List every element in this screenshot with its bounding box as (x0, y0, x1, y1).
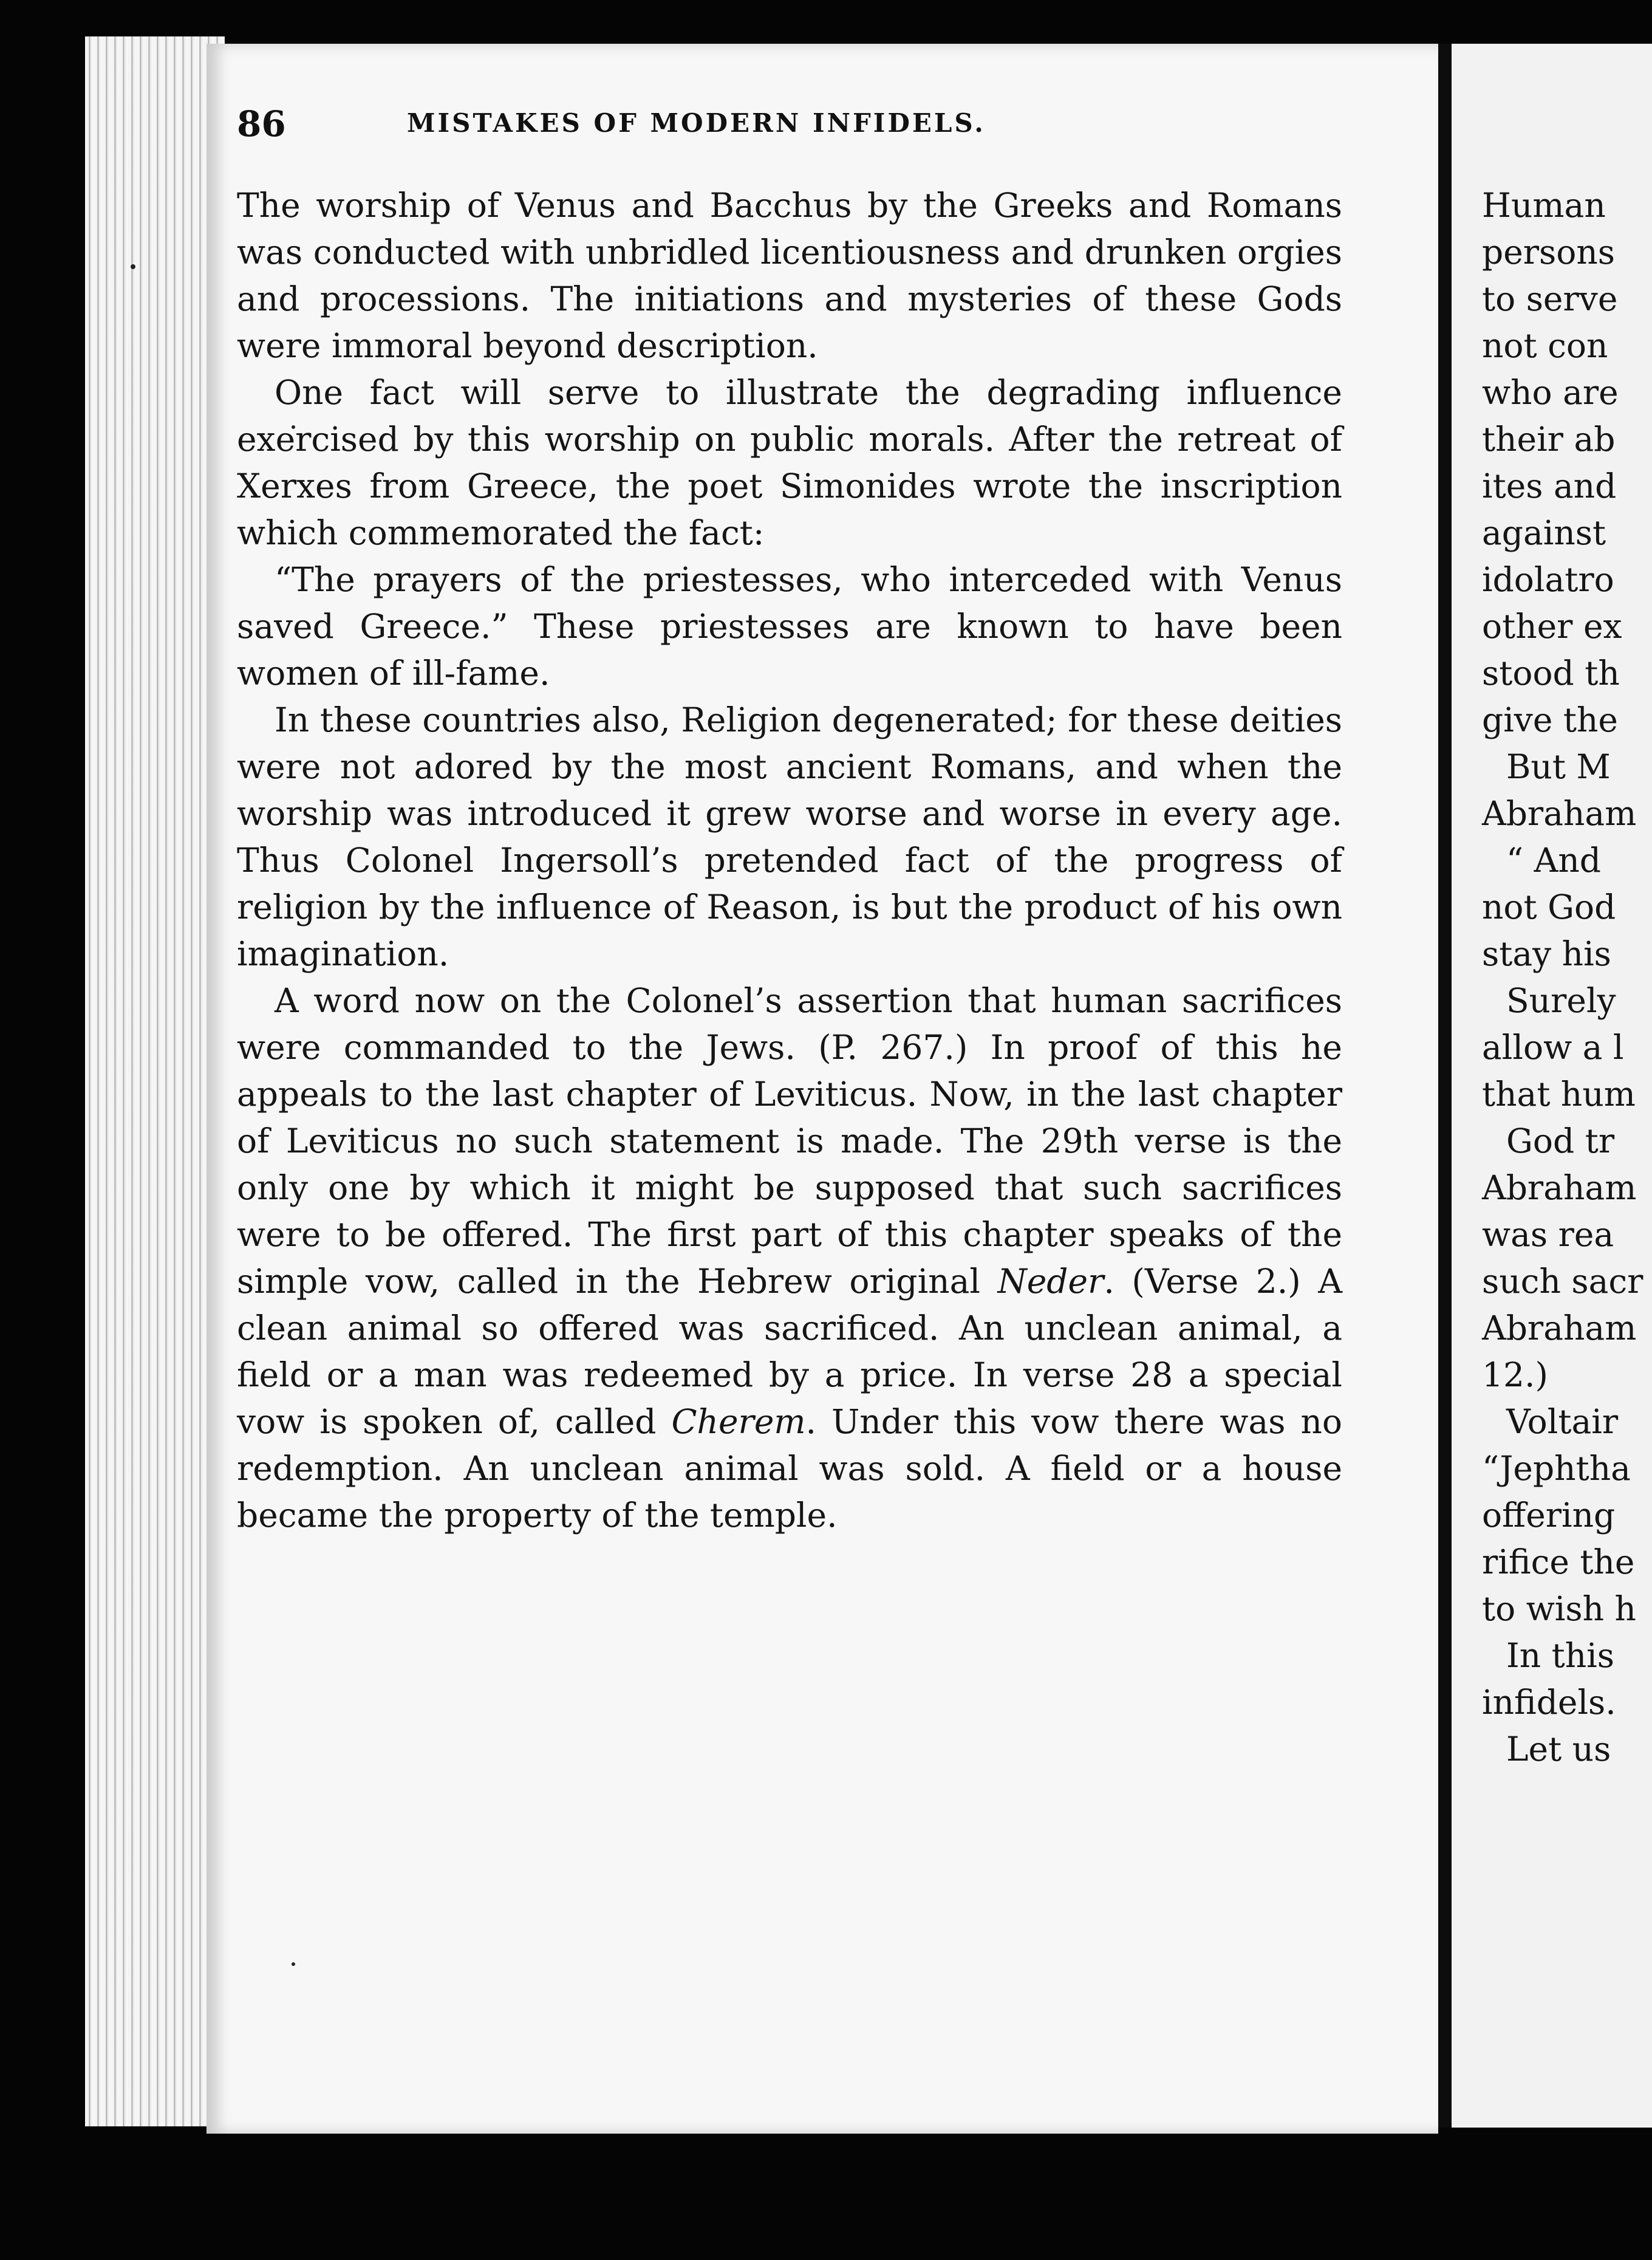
running-title: MISTAKES OF MODERN INFIDELS. (407, 108, 986, 138)
book-gutter (1438, 44, 1452, 2128)
ink-speck (131, 264, 135, 269)
paragraph-4: In these countries also, Religion degenerated; for these deities were not adored by the most ancient Romans, and when the worship was introduced it grew worse and worse in every age. Thus Colonel Ingersoll’s pretended fact of the progress of religion by the influence of Reason, is but the product of his own imagination. (237, 700, 1342, 973)
right-line: God tr (1506, 1121, 1615, 1160)
right-line: who are (1482, 373, 1619, 412)
paragraph-2: One fact will serve to illustrate the degrading influence exercised by this worship on public morals. After the retreat of Xerxes from Greece, the poet Simonides wrote the inscription which commemorated the fact: (237, 373, 1342, 552)
right-line: But M (1506, 747, 1611, 786)
right-line: infidels. (1482, 1683, 1616, 1722)
main-text-column (237, 182, 1342, 1539)
right-line: Abraham (1482, 1168, 1637, 1207)
book-page-edges (85, 36, 225, 2126)
paragraph-5-text-c: . Under this vow there was no redemption. An unclean animal was sold. A field or a house became the property of the temple. (237, 1402, 1342, 1535)
ink-speck (292, 1962, 295, 1966)
right-line: ites and (1482, 467, 1617, 505)
right-line: Human (1482, 186, 1606, 225)
right-line: stood th (1482, 654, 1620, 693)
right-line: Voltair (1506, 1402, 1619, 1441)
right-line: not God (1482, 888, 1616, 926)
paragraph-5 (237, 978, 1342, 1539)
paragraph-5-text-a: A word now on the Colonel’s assertion that human sacrifices were commanded to the Jews. (P. 267.) In proof of this he appeals to the last chapter of Leviticus. Now, in the last chapter of Leviticus no such statement is made. The 29th verse is the only one by which it might be supposed that such sacrifices were to be offered. The first part of this chapter speaks of the simple vow, called in the Hebrew original (237, 981, 1342, 1301)
right-line: that hum (1482, 1075, 1636, 1114)
right-page-text (1482, 182, 1652, 1773)
right-line: “ And (1506, 841, 1601, 880)
right-line: rifice the (1482, 1543, 1635, 1581)
right-line: other ex (1482, 607, 1622, 646)
right-line: such sacr (1482, 1262, 1643, 1301)
italic-term-cherem: Cherem (671, 1402, 806, 1441)
right-line: “Jephtha (1482, 1449, 1631, 1488)
right-line: offering (1482, 1496, 1616, 1535)
right-line: to serve (1482, 279, 1618, 318)
page-number: 86 (237, 103, 286, 145)
right-line: was rea (1482, 1215, 1614, 1254)
italic-term-neder: Neder (997, 1262, 1104, 1301)
paragraph-3: “The prayers of the priestesses, who interceded with Venus saved Greece.” These priestesses are known to have been women of ill-fame. (237, 560, 1342, 693)
right-line: to wish h (1482, 1589, 1636, 1628)
paragraph-1: The worship of Venus and Bacchus by the Greeks and Romans was conducted with unbridled licentiousness and drunken orgies and processions. The initiations and mysteries of these Gods were immoral beyond description. (237, 186, 1342, 365)
right-line: Abraham (1482, 1309, 1637, 1347)
right-line: idolatro (1482, 560, 1614, 599)
right-line: 12.) (1482, 1355, 1548, 1394)
right-line: their ab (1482, 420, 1616, 459)
right-line: In this (1506, 1636, 1614, 1675)
right-line: Abraham (1482, 794, 1637, 833)
paragraph-5-text-b: . (Verse 2.) A clean animal so offered was sacrificed. An unclean animal, a field or a man was redeemed by a price. In verse 28 a special vow is spoken of, called (237, 1262, 1343, 1441)
right-line: not con (1482, 326, 1608, 365)
page-header (237, 103, 1221, 145)
right-line: give the (1482, 700, 1618, 739)
right-line: stay his (1482, 934, 1611, 973)
right-line: persons (1482, 233, 1616, 272)
right-line: Surely (1506, 981, 1616, 1020)
right-line: Let us (1506, 1730, 1611, 1769)
right-line: allow a l (1482, 1028, 1624, 1067)
right-line: against (1482, 513, 1606, 552)
